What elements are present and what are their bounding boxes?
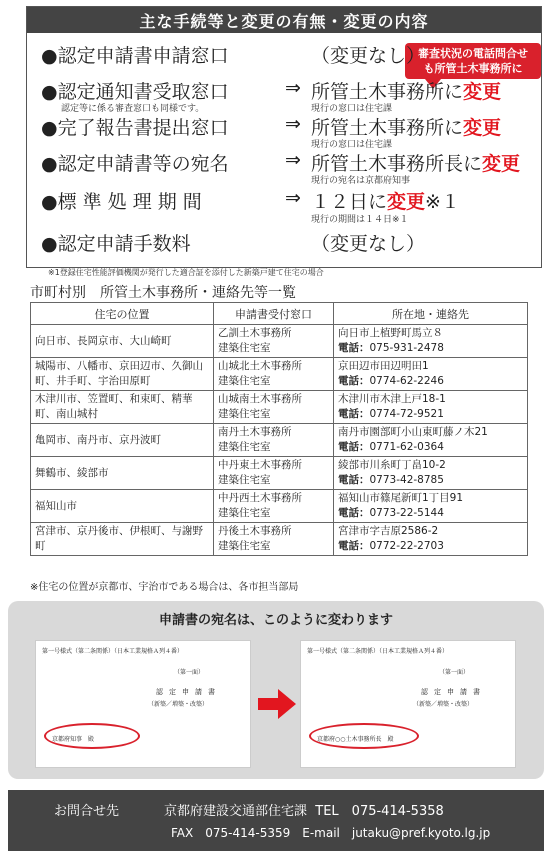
table-header-row <box>31 303 528 325</box>
office-cell: 山城南土木事務所 建築住宅室 <box>214 391 334 424</box>
column-header: 所在地・連絡先 <box>334 303 528 325</box>
addressee-text: 京都府○○土木事務所長 殿 <box>317 736 394 743</box>
table-row <box>31 325 528 358</box>
table-row <box>31 457 528 490</box>
column-header: 申請書受付窓口 <box>214 303 334 325</box>
row-value: （変更なし） <box>311 233 426 255</box>
table-row <box>31 424 528 457</box>
row-label: ●認定申請手数料 <box>41 233 191 255</box>
contact-cell: 福知山市篠尾新町1丁目91 電話：0773-22-5144 <box>334 490 528 523</box>
changes-panel <box>26 6 542 268</box>
fax-email-line: FAX 075-414-5359 E-mail jutaku@pref.kyoto.lg.jp <box>171 826 491 840</box>
area-cell: 城陽市、八幡市、京田辺市、久御山町、井手町、宇治田原町 <box>31 358 214 391</box>
city-footnote: ※住宅の位置が京都市、宇治市である場合は、各市担当部局 <box>30 582 299 593</box>
row-value: 所管土木事務所長に <box>311 153 483 175</box>
addressee-text: 京都府知事 殿 <box>52 736 95 743</box>
office-cell: 中丹東土木事務所 建築住宅室 <box>214 457 334 490</box>
change-mark: 変更 <box>463 117 502 139</box>
change-row-notice-receipt <box>41 77 502 104</box>
subnote: 現行の宛名は京都府知事 <box>311 176 411 186</box>
addressee-change-panel <box>8 601 544 779</box>
change-row-fee <box>41 229 426 256</box>
row-label: ●標 準 処 理 期 間 <box>41 191 202 213</box>
change-mark: 変更 <box>463 81 502 103</box>
row-label: ●認定申請書等の宛名 <box>41 153 229 175</box>
offices-list-title: 市町村別 所管土木事務所・連絡先等一覧 <box>30 285 296 301</box>
contact-cell: 南丹市園部町小山東町藤ノ木21 電話：0771-62-0364 <box>334 424 528 457</box>
subnote: 認定等に係る審査窓口も同様です。 <box>61 104 205 114</box>
new-form-thumbnail: 第一号様式（第二条関係）（日本工業規格Ａ列４番） （第一面） 認定申請書 （新築／増築・改築） 京都府○○土木事務所長 殿 <box>301 641 515 767</box>
contact-cell: 綾部市川糸町丁畠10-2 電話：0773-42-8785 <box>334 457 528 490</box>
contact-cell: 京田辺市田辺明田1 電話：0774-62-2246 <box>334 358 528 391</box>
offices-table <box>30 302 528 556</box>
area-cell: 木津川市、笠置町、和束町、精華町、南山城村 <box>31 391 214 424</box>
column-header: 住宅の位置 <box>31 303 214 325</box>
arrow-glyph: ⇒ <box>285 113 301 135</box>
right-arrow-icon <box>258 689 296 719</box>
table-row <box>31 358 528 391</box>
current-form-thumbnail: 第一号様式（第二条関係）（日本工業規格Ａ列４番） （第一面） 認定申請書 （新築／増築・改築） 京都府知事 殿 <box>36 641 250 767</box>
office-cell: 乙訓土木事務所 建築住宅室 <box>214 325 334 358</box>
contact-cell: 向日市上植野町馬立８ 電話：075-931-2478 <box>334 325 528 358</box>
area-cell: 向日市、長岡京市、大山崎町 <box>31 325 214 358</box>
row-value: （変更なし） <box>311 45 426 67</box>
contact-footer <box>8 790 544 851</box>
phone-inquiry-callout: 審査状況の電話問合せ も所管土木事務所に <box>405 43 541 79</box>
office-cell: 山城北土木事務所 建築住宅室 <box>214 358 334 391</box>
change-row-application-window <box>41 41 426 68</box>
subnote: 現行の窓口は住宅課 <box>311 140 393 150</box>
department-name: 京都府建設交通部住宅課 <box>164 804 308 819</box>
arrow-glyph: ⇒ <box>285 77 301 99</box>
area-cell: 亀岡市、南丹市、京丹波町 <box>31 424 214 457</box>
addressee-change-title: 申請書の宛名は、このように変わります <box>158 613 393 628</box>
note-mark: ※１ <box>425 191 460 213</box>
change-row-addressee <box>41 149 521 176</box>
row-value: １２日に <box>311 191 388 213</box>
change-row-processing-period <box>41 187 460 214</box>
area-cell: 宮津市、京丹後市、伊根町、与謝野町 <box>31 523 214 556</box>
subnote: 現行の期間は１４日※１ <box>311 215 409 225</box>
change-row-completion-report <box>41 113 502 140</box>
row-label: ●認定申請書申請窓口 <box>41 45 229 67</box>
office-cell: 丹後土木事務所 建築住宅室 <box>214 523 334 556</box>
change-mark: 変更 <box>482 153 521 175</box>
arrow-glyph: ⇒ <box>285 187 301 209</box>
arrow-glyph: ⇒ <box>285 149 301 171</box>
area-cell: 福知山市 <box>31 490 214 523</box>
row-label: ●完了報告書提出窓口 <box>41 117 229 139</box>
row-value: 所管土木事務所に <box>311 117 464 139</box>
row-label: ●認定通知書受取窓口 <box>41 81 229 103</box>
subnote: 現行の窓口は住宅課 <box>311 104 393 114</box>
changes-header: 主な手続等と変更の有無・変更の内容 <box>27 7 541 33</box>
table-row <box>31 391 528 424</box>
table-row <box>31 490 528 523</box>
office-cell: 中丹西土木事務所 建築住宅室 <box>214 490 334 523</box>
contact-label: お問合せ先 <box>54 804 120 819</box>
phone-number: TEL 075-414-5358 <box>315 804 444 819</box>
row-value: 所管土木事務所に <box>311 81 464 103</box>
office-cell: 南丹土木事務所 建築住宅室 <box>214 424 334 457</box>
table-row <box>31 523 528 556</box>
area-cell: 舞鶴市、綾部市 <box>31 457 214 490</box>
contact-cell: 宮津市字吉原2586-2 電話：0772-22-2703 <box>334 523 528 556</box>
period-footnote: ※1登録住宅性能評価機関が発行した適合証を添付した新築戸建て住宅の場合 <box>48 268 324 277</box>
change-mark: 変更 <box>387 191 426 213</box>
contact-cell: 木津川市木津上戸18-1 電話：0774-72-9521 <box>334 391 528 424</box>
